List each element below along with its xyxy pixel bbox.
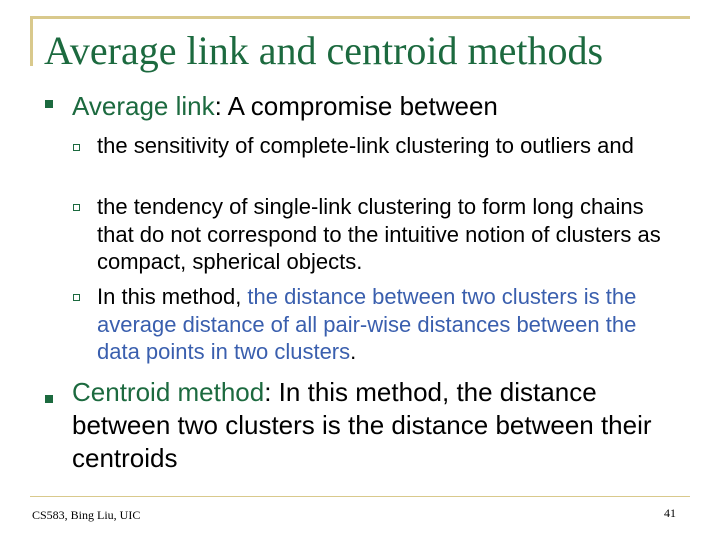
term-average-link: Average link [72, 91, 215, 121]
sub-bullet-hollow-square-icon [73, 204, 80, 211]
bullet-square-icon [45, 100, 53, 108]
sub-bullet-method [97, 283, 677, 366]
bullet-square-icon [45, 395, 53, 403]
sub-bullet-hollow-square-icon [73, 294, 80, 301]
frame-horizontal-rule [30, 16, 690, 19]
bullet-text: : A compromise between [214, 91, 498, 121]
term-centroid-method: Centroid method [72, 377, 265, 407]
highlighted-definition: the distance between two clusters is the average distance of all pair-wise distances between the data points in two clusters [97, 284, 637, 364]
page-number: 41 [664, 506, 676, 520]
sub-bullet-post: . [350, 339, 357, 364]
footer-rule [30, 496, 690, 497]
sub-bullet-pre: In this method, [97, 284, 248, 309]
footer-course: CS583, Bing Liu, UIC [32, 508, 141, 522]
frame-vertical-rule [30, 16, 33, 66]
sub-bullet-hollow-square-icon [73, 144, 80, 151]
bullet-centroid-method [72, 376, 682, 475]
bullet-average-link [72, 90, 682, 123]
bullet-text: : In this method, the distance between two clusters is the distance between their centroids [72, 377, 652, 473]
sub-bullet-sensitivity: the sensitivity of complete-link clustering to outliers and [97, 133, 634, 158]
slide-title: Average link and centroid methods [44, 28, 604, 73]
sub-bullet-tendency: the tendency of single-link clustering to form long chains that do not correspond to the intuitive notion of clusters as compact, spherical objects. [97, 194, 661, 274]
